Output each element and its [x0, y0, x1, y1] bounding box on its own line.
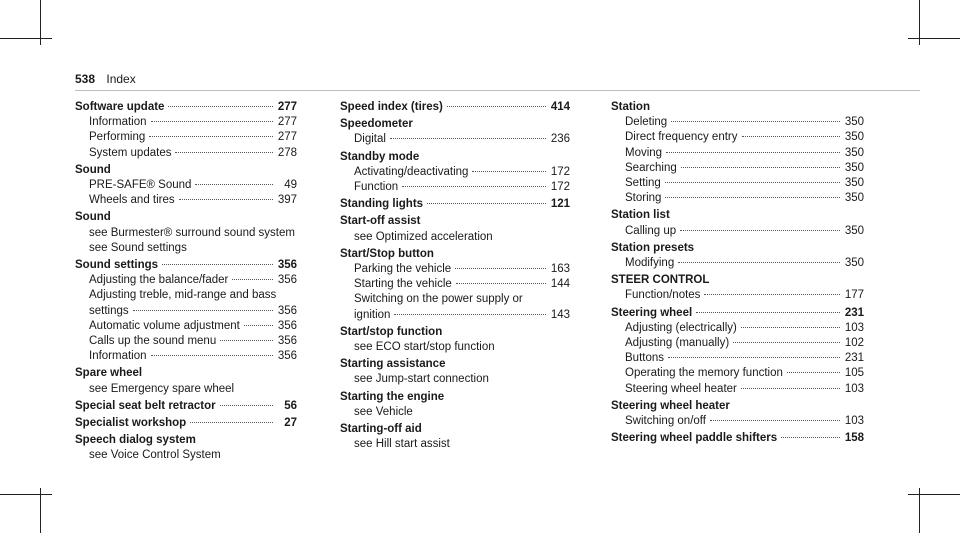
index-subentry[interactable]: [75, 334, 297, 349]
page-reference[interactable]: 49: [284, 179, 297, 192]
index-subentry[interactable]: [340, 277, 570, 292]
index-term-text: Starting the engine: [340, 390, 445, 403]
index-subentry-text: Performing: [89, 131, 146, 144]
index-term-text: Station list: [611, 209, 670, 222]
index-term-text: STEER CONTROL: [611, 274, 710, 287]
index-entry: [611, 399, 864, 429]
index-subentry-text: Digital: [354, 133, 386, 146]
index-subentry[interactable]: [611, 176, 864, 191]
index-term[interactable]: [611, 306, 864, 321]
leader-dots: [244, 325, 273, 326]
leader-dots: [696, 312, 840, 313]
leader-dots: [151, 355, 273, 356]
page-reference[interactable]: 102: [844, 337, 864, 350]
index-subentry-text: see Voice Control System: [89, 449, 221, 462]
index-subentry[interactable]: [611, 321, 864, 336]
page-reference[interactable]: 27: [284, 417, 297, 430]
index-subentry-text: Function: [354, 181, 399, 194]
index-subentry-text: Wheels and tires: [89, 194, 175, 207]
index-term: [75, 433, 297, 448]
index-subentry-text: Moving: [625, 146, 663, 159]
page-reference[interactable]: 163: [550, 263, 570, 276]
index-subentry-text: System updates: [89, 146, 172, 159]
index-term-text: Standing lights: [340, 198, 424, 211]
index-subentry[interactable]: [75, 319, 297, 334]
leader-dots: [151, 121, 273, 122]
page-reference[interactable]: 350: [844, 146, 864, 159]
leader-dots: [179, 199, 273, 200]
index-subentry[interactable]: [75, 178, 297, 193]
index-subentry-text: Modifying: [625, 257, 675, 270]
section-title: Index: [106, 72, 136, 86]
page-reference[interactable]: 144: [550, 278, 570, 291]
page-reference[interactable]: 277: [277, 101, 297, 113]
index-subentry-text: Information: [89, 116, 147, 129]
index-subentry[interactable]: [611, 366, 864, 381]
leader-dots: [680, 230, 840, 231]
page-reference[interactable]: 350: [844, 161, 864, 174]
page-reference[interactable]: 356: [277, 335, 297, 348]
index-subentry: [340, 405, 570, 420]
page-reference[interactable]: 356: [277, 304, 297, 317]
page-reference[interactable]: 350: [844, 177, 864, 190]
index-term-text: Special seat belt retractor: [75, 399, 216, 412]
index-subentry[interactable]: [611, 256, 864, 271]
index-subentry[interactable]: [611, 351, 864, 366]
page-reference[interactable]: 231: [844, 352, 864, 365]
index-subentry-text: Information: [89, 350, 147, 363]
leader-dots: [710, 420, 840, 421]
crop-mark: [908, 494, 960, 495]
leader-dots: [666, 152, 840, 153]
leader-dots: [455, 268, 546, 269]
page-reference[interactable]: 278: [277, 146, 297, 159]
index-term: [340, 357, 570, 372]
index-subentry[interactable]: [340, 132, 570, 147]
index-term-text: Specialist workshop: [75, 417, 187, 430]
leader-dots: [195, 184, 273, 185]
leader-dots: [668, 357, 840, 358]
index-term[interactable]: [75, 416, 297, 431]
index-subentry-text: Automatic volume adjustment: [89, 319, 240, 332]
index-entry: [611, 241, 864, 271]
index-subentry-text: see Optimized acceleration: [354, 230, 493, 243]
index-subentry-text: Adjusting (manually): [625, 337, 730, 350]
index-term: [611, 273, 864, 288]
leader-dots: [402, 186, 546, 187]
index-term: [75, 163, 297, 178]
index-subentry: [340, 340, 570, 355]
index-term[interactable]: [611, 431, 864, 446]
index-term-text: Start/Stop button: [340, 247, 434, 260]
leader-dots: [175, 152, 273, 153]
index-subentry[interactable]: [611, 191, 864, 206]
index-entry: [340, 357, 570, 387]
leader-dots: [678, 262, 840, 263]
page-reference[interactable]: 414: [550, 101, 570, 113]
index-subentry[interactable]: [75, 349, 297, 364]
leader-dots: [190, 422, 273, 423]
index-subentry[interactable]: [611, 146, 864, 161]
index-entry: [75, 100, 297, 161]
leader-dots: [220, 405, 273, 406]
index-entry: [75, 210, 297, 256]
page-reference[interactable]: 350: [844, 192, 864, 205]
index-entry: [340, 325, 570, 355]
crop-mark: [0, 494, 52, 495]
index-entry: [340, 197, 570, 212]
index-term-text: Station presets: [611, 241, 695, 254]
leader-dots: [447, 106, 546, 107]
index-term-text: Station: [611, 101, 650, 113]
page-reference[interactable]: 172: [550, 181, 570, 194]
index-subentry-text: Direct frequency entry: [625, 131, 738, 144]
index-subentry: [340, 292, 570, 307]
page-reference[interactable]: 350: [844, 257, 864, 270]
index-term-text: Speed index (tires): [340, 101, 443, 113]
index-subentry[interactable]: [75, 193, 297, 208]
leader-dots: [427, 203, 546, 204]
index-term: [340, 325, 570, 340]
index-subentry-text: Storing: [625, 192, 662, 205]
page-reference[interactable]: 103: [844, 382, 864, 395]
leader-dots: [394, 314, 546, 315]
index-subentry: [340, 437, 570, 452]
page-reference[interactable]: 103: [844, 321, 864, 334]
page-reference[interactable]: 350: [844, 224, 864, 237]
index-subentry-continued-text: ignition: [354, 308, 391, 321]
index-term-text: Start/stop function: [340, 325, 443, 338]
index-subentry: [75, 382, 297, 397]
index-column-3: [611, 100, 864, 448]
page-reference[interactable]: 350: [844, 116, 864, 129]
index-entry: [75, 258, 297, 364]
index-term: [75, 366, 297, 381]
index-subentry: [340, 230, 570, 245]
page-reference[interactable]: 121: [550, 198, 570, 211]
index-subentry-text: Steering wheel heater: [625, 382, 737, 395]
index-subentry[interactable]: [611, 336, 864, 351]
index-term-text: Steering wheel heater: [611, 399, 730, 412]
index-term[interactable]: [75, 258, 297, 273]
leader-dots: [733, 342, 840, 343]
page-reference[interactable]: 103: [844, 415, 864, 428]
leader-dots: [742, 136, 841, 137]
index-subentry-text: Calls up the sound menu: [89, 335, 217, 348]
index-term[interactable]: [75, 100, 297, 115]
leader-dots: [133, 310, 273, 311]
leader-dots: [168, 106, 273, 107]
index-subentry-text: see ECO start/stop function: [354, 341, 495, 354]
index-subentry-text: Starting the vehicle: [354, 278, 452, 291]
index-subentry: [75, 241, 297, 256]
page-reference[interactable]: 158: [844, 432, 864, 445]
index-column-2: [340, 100, 570, 454]
index-subentry-text: see Jump-start connection: [354, 373, 489, 386]
crop-mark: [0, 38, 52, 39]
page-reference[interactable]: 277: [277, 131, 297, 144]
index-subentry-text: see Sound settings: [89, 241, 187, 254]
index-subentry[interactable]: [340, 165, 570, 180]
index-subentry[interactable]: [75, 146, 297, 161]
page-number: 538: [75, 72, 96, 86]
leader-dots: [472, 171, 546, 172]
page-reference[interactable]: 397: [277, 194, 297, 207]
page-reference[interactable]: 231: [844, 306, 864, 319]
index-entry: [75, 163, 297, 209]
leader-dots: [456, 283, 546, 284]
index-subentry: [75, 288, 297, 303]
index-subentry[interactable]: [75, 130, 297, 145]
leader-dots: [162, 264, 273, 265]
index-term-text: Sound settings: [75, 259, 159, 272]
index-term[interactable]: [75, 399, 297, 414]
page-reference[interactable]: 356: [277, 259, 297, 272]
index-entry: [75, 366, 297, 396]
page-reference[interactable]: 143: [550, 308, 570, 321]
index-subentry[interactable]: [611, 414, 864, 429]
index-term: [340, 247, 570, 262]
page-reference[interactable]: 356: [277, 350, 297, 363]
index-term-text: Starting-off aid: [340, 423, 422, 436]
index-term-text: Software update: [75, 101, 165, 113]
index-subentry-text: see Vehicle: [354, 405, 413, 418]
index-subentry-text: Switching on/off: [625, 415, 706, 428]
index-entry: [340, 247, 570, 323]
index-subentry-text: see Hill start assist: [354, 438, 450, 451]
index-entry: [340, 150, 570, 196]
index-term[interactable]: [340, 100, 570, 115]
page-reference[interactable]: 172: [550, 165, 570, 178]
page-reference[interactable]: 177: [844, 289, 864, 302]
index-subentry[interactable]: [611, 382, 864, 397]
index-subentry-text: Buttons: [625, 352, 664, 365]
leader-dots: [781, 437, 840, 438]
index-term-text: Starting assistance: [340, 358, 446, 371]
index-term: [611, 399, 864, 414]
leader-dots: [741, 327, 840, 328]
index-term-text: Steering wheel: [611, 306, 693, 319]
leader-dots: [671, 121, 840, 122]
crop-mark: [908, 38, 960, 39]
index-subentry-text: Deleting: [625, 116, 668, 129]
index-term: [340, 214, 570, 229]
index-subentry: [340, 372, 570, 387]
leader-dots: [232, 279, 273, 280]
index-subentry[interactable]: [340, 180, 570, 195]
index-subentry-continued-text: settings: [89, 304, 129, 317]
index-subentry: [75, 448, 297, 463]
leader-dots: [390, 138, 546, 139]
index-subentry-text: Calling up: [625, 224, 677, 237]
leader-dots: [149, 136, 273, 137]
index-subentry-text: Parking the vehicle: [354, 263, 452, 276]
index-subentry: [75, 226, 297, 241]
index-subentry[interactable]: [75, 115, 297, 130]
index-term-text: Speech dialog system: [75, 434, 196, 447]
index-term-text: Standby mode: [340, 150, 420, 163]
index-entry: [611, 273, 864, 303]
index-subentry[interactable]: [611, 130, 864, 145]
index-subentry[interactable]: [75, 273, 297, 288]
index-entry: [75, 433, 297, 463]
index-subentry-text: see Burmester® surround sound system: [89, 226, 295, 239]
header-divider: [75, 90, 920, 91]
index-subentry-text: Setting: [625, 177, 661, 190]
index-entry: [340, 390, 570, 420]
index-entry: [340, 214, 570, 244]
index-subentry-text: Adjusting (electrically): [625, 321, 737, 334]
page-reference[interactable]: 105: [844, 367, 864, 380]
index-term: [340, 390, 570, 405]
index-term-text: Steering wheel paddle shifters: [611, 432, 778, 445]
index-column-1: [75, 100, 297, 466]
index-subentry-text: Operating the memory function: [625, 367, 783, 380]
page-reference[interactable]: 56: [284, 399, 297, 412]
leader-dots: [665, 197, 840, 198]
index-term-text: Sound: [75, 163, 111, 176]
index-subentry[interactable]: [611, 224, 864, 239]
index-term: [611, 100, 864, 115]
index-term: [340, 150, 570, 165]
index-entry: [340, 422, 570, 452]
index-term[interactable]: [340, 197, 570, 212]
index-subentry-text: Searching: [625, 161, 677, 174]
index-subentry[interactable]: [611, 161, 864, 176]
index-entry: [611, 100, 864, 206]
index-entry: [75, 399, 297, 414]
index-term: [340, 422, 570, 437]
index-subentry-text: Switching on the power supply or: [354, 293, 523, 306]
index-entry: [611, 208, 864, 238]
index-subentry-text: see Emergency spare wheel: [89, 382, 235, 395]
index-term: [611, 241, 864, 256]
page-reference[interactable]: 356: [277, 319, 297, 332]
index-entry: [611, 306, 864, 397]
index-subentry[interactable]: [611, 115, 864, 130]
index-term-text: Spare wheel: [75, 367, 143, 380]
page-reference[interactable]: 277: [277, 116, 297, 129]
index-subentry[interactable]: [611, 288, 864, 303]
index-entry: [340, 100, 570, 115]
index-subentry-continued[interactable]: [75, 304, 297, 319]
page-header: [75, 72, 136, 86]
index-entry: [340, 117, 570, 147]
index-term: [75, 210, 297, 225]
index-subentry-text: Activating/deactivating: [354, 165, 469, 178]
page-reference[interactable]: 356: [277, 274, 297, 287]
index-term: [340, 117, 570, 132]
leader-dots: [665, 182, 840, 183]
index-entry: [75, 416, 297, 431]
index-subentry[interactable]: [340, 262, 570, 277]
index-entry: [611, 431, 864, 446]
index-subentry-text: Adjusting treble, mid-range and bass: [89, 289, 277, 302]
leader-dots: [220, 340, 273, 341]
index-subentry-continued[interactable]: [340, 308, 570, 323]
index-subentry-text: Function/notes: [625, 289, 701, 302]
leader-dots: [704, 294, 840, 295]
leader-dots: [787, 372, 840, 373]
index-term: [611, 208, 864, 223]
leader-dots: [741, 388, 840, 389]
page-reference[interactable]: 350: [844, 131, 864, 144]
index-term-text: Start-off assist: [340, 215, 421, 228]
index-subentry-text: Adjusting the balance/fader: [89, 274, 229, 287]
index-subentry-text: PRE-SAFE® Sound: [89, 179, 192, 192]
page-reference[interactable]: 236: [550, 133, 570, 146]
leader-dots: [681, 167, 840, 168]
index-term-text: Speedometer: [340, 118, 413, 131]
index-term-text: Sound: [75, 211, 111, 224]
